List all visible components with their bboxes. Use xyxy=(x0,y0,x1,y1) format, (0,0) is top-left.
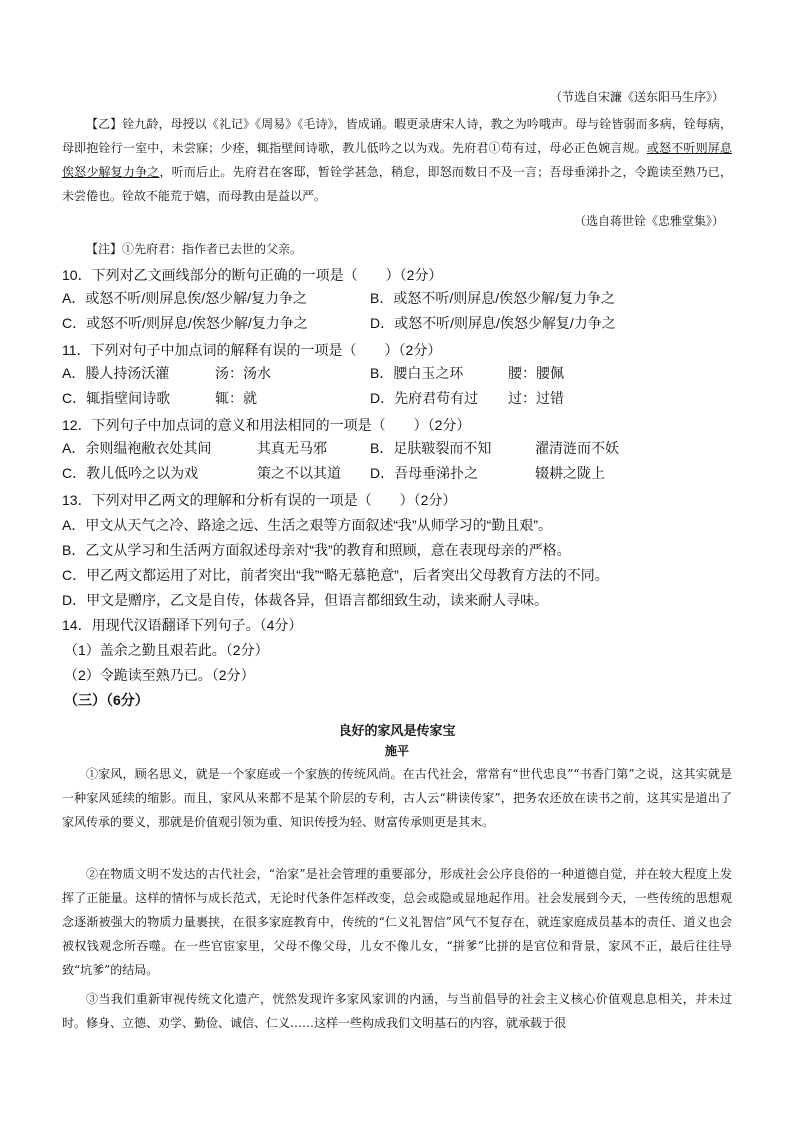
note: 【注】①先府君：指作者已去世的父亲。 xyxy=(86,242,303,256)
question-10: 10．下列对乙文画线部分的断句正确的一项是（ ）（2分） xyxy=(62,267,443,283)
q13-option-c[interactable]: C．甲乙两文都运用了对比，前者突出“我”“略无慕艳意”，后者突出父母教育方法的不同。 xyxy=(62,567,609,583)
q10-option-c[interactable]: C．或怒不听/则屏息/俟怒少解/复力争之 xyxy=(62,315,308,331)
question-11: 11．下列对句子中加点词的解释有误的一项是（ ）（2分） xyxy=(62,342,442,358)
q12-option-c[interactable]: C．教儿低吟之以为戏 xyxy=(62,465,199,481)
section-3-label: （三）（6分） xyxy=(64,692,149,708)
article-paragraph-3: ③当我们重新审视传统文化遗产，恍然发现许多家风家训的内涵，与当前倡导的社会主义核心价值观息息相关，并未过时。修身、立德、劝学、勤俭、诚信、仁义……这样一些构成我们文明基石的内容，就承载于很 xyxy=(62,992,732,1030)
q11-option-d[interactable]: D．先府君苟有过 xyxy=(370,390,479,406)
question-13: 13．下列对甲乙两文的理解和分析有误的一项是（ ）（2分） xyxy=(62,492,457,508)
q13-option-a[interactable]: A．甲文从天气之冷、路途之远、生活之艰等方面叙述“我”从师学习的“勤且艰”。 xyxy=(62,517,552,533)
passage-yi-underlined: 或怒不听则屏息俟怒少解复力争之 xyxy=(62,141,732,179)
article-title: 良好的家风是传家宝 xyxy=(338,724,456,739)
q12-option-b[interactable]: B．足肤皲裂而不知 xyxy=(370,440,492,456)
q11-option-b[interactable]: B．腰白玉之环 xyxy=(370,365,464,381)
q12-option-d-pair: 辍耕之陇上 xyxy=(535,465,605,481)
q12-option-b-pair: 濯清涟而不妖 xyxy=(535,440,619,456)
q11-option-d-gloss: 过：过错 xyxy=(508,390,564,406)
q12-option-a-pair: 其真无马邪 xyxy=(257,440,327,456)
source-yi: （选自蒋世铨《忠雅堂集》） xyxy=(573,214,724,228)
article-author: 施平 xyxy=(384,744,409,758)
q10-option-b[interactable]: B．或怒不听/则屏息/俟怒少解/复力争之 xyxy=(370,290,616,306)
q11-option-c-gloss: 辄：就 xyxy=(215,390,257,406)
q10-option-d[interactable]: D．或怒不听/则屏息/俟怒少解复/力争之 xyxy=(370,315,616,331)
source-jia: （节选自宋濂《送东阳马生序》） xyxy=(549,90,724,104)
q13-option-b[interactable]: B．乙文从学习和生活两方面叙述母亲对“我”的教育和照顾，意在表现母亲的严格。 xyxy=(62,542,571,558)
q11-option-a[interactable]: A．媵人持汤沃灌 xyxy=(62,365,170,381)
q12-option-d[interactable]: D．吾母垂涕扑之 xyxy=(370,465,479,481)
passage-yi xyxy=(62,112,732,208)
article-paragraph-1: ①家风，顾名思义，就是一个家庭或一个家族的传统风尚。在古代社会，常常有“世代忠良”“书香门第”之说，这其实就是一种家风延续的缩影。而且，家风从来都不是某个阶层的专利，古人云“耕读传家”，把务农还放在读书之前，这其实是道出了家风传承的要义，那就是价值观引领为重、知识传授为轻、财富传承则更是其末。 xyxy=(62,767,732,829)
passage-yi-text-before: 【乙】铨九龄，母授以《礼记》《周易》《毛诗》，皆成诵。暇更录唐宋人诗，教之为吟哦声。母与铨皆弱而多病，铨每病，母即抱铨行一室中，未尝寐；少痊，辄指壁间诗歌，教儿低吟之以为戏。先府君①苟有过，母必正色婉言规。 xyxy=(62,117,732,155)
q13-option-d[interactable]: D．甲文是赠序，乙文是自传，体裁各异，但语言都细致生动，读来耐人寻味。 xyxy=(62,592,549,608)
article-paragraph-2: ②在物质文明不发达的古代社会，“治家”是社会管理的重要部分，形成社会公序良俗的一种道德自觉，并在较大程度上发挥了正能量。这样的情怀与成长范式，无论时代条件怎样改变，总会或隐或显地起作用。社会发展到今天，一些传统的思想观念逐渐被强大的物质力量裹挟，在很多家庭教育中，传统的“仁义礼智信”风气不复存在，就连家庭成员基本的责任、道义也会被权钱观念所吞噬。在一些官宦家里，父母不像父母，儿女不像儿女，“拼爹”比拼的是官位和背景，家风不正，最后往往导致“坑爹”的结局。 xyxy=(62,867,732,977)
q14-item-1: （1）盖余之勤且艰若此。（2分） xyxy=(64,642,269,658)
passage-yi-text-after: ，听而后止。先府君在客邸，暂铨学甚急，稍怠，即怒而数日不及一言；吾母垂涕扑之，令跪读至熟乃已，未尝倦也。铨故不能荒于嬉，而母教由是益以严。 xyxy=(62,165,732,203)
q10-option-a[interactable]: A．或怒不听/则屏息俟/怒少解/复力争之 xyxy=(62,290,308,306)
question-12: 12．下列句子中加点词的意义和用法相同的一项是（ ）（2分） xyxy=(62,417,471,433)
q11-option-a-gloss: 汤：汤水 xyxy=(215,365,271,381)
q11-option-b-gloss: 腰：腰佩 xyxy=(508,365,564,381)
question-14: 14．用现代汉语翻译下列句子。（4分） xyxy=(62,617,303,633)
q11-option-c[interactable]: C．辄指壁间诗歌 xyxy=(62,390,171,406)
q12-option-a[interactable]: A．余则缊袍敝衣处其间 xyxy=(62,440,212,456)
q12-option-c-pair: 策之不以其道 xyxy=(257,465,341,481)
q14-item-2: （2）令跪读至熟乃已。（2分） xyxy=(64,667,255,683)
